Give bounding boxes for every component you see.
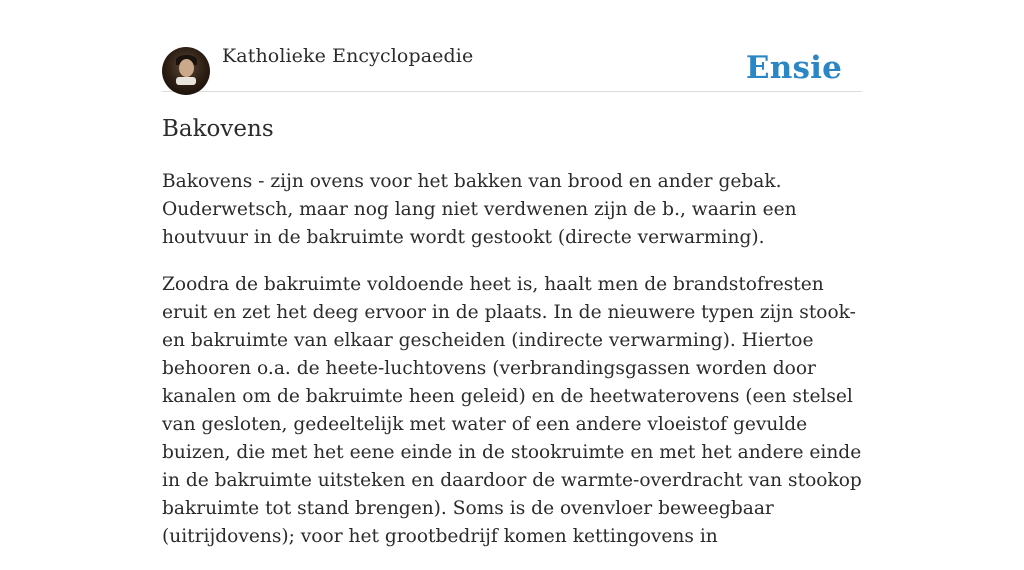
portrait-collar [176, 77, 196, 85]
paragraph: Zoodra de bakruimte voldoende heet is, haalt men de brandstofresten eruit en zet het deeg ervoor in de plaats. In de nieuwere typen zijn stook- en bakruimte van elkaar gescheiden (indirecte verwarming). Hiertoe behooren o.a. de heete-luchtovens (verbrandingsgassen worden door kanalen om de bakruimte heen geleid) en de heetwaterovens (een stelsel van gesloten, gedeeltelijk met water of een andere vloeistof gevulde buizen, die met het eene einde in de stookruimte en met het andere einde in de bakruimte uitsteken en daardoor de warmte-overdracht van stookop bakruimte tot stand brengen). Soms is de ovenvloer beweegbaar (uitrijdovens); voor het grootbedrijf komen kettingovens in [162, 274, 862, 547]
article-title: Bakovens [162, 116, 274, 142]
source-title[interactable]: Katholieke Encyclopaedie [222, 45, 474, 67]
brand-logo[interactable]: Ensie [745, 50, 842, 86]
paragraph: Bakovens - zijn ovens voor het bakken van brood en ander gebak. Ouderwetsch, maar nog lang niet verdwenen zijn de b., waarin een houtvuur in de bakruimte wordt gestookt (directe verwarming). [162, 171, 797, 248]
avatar[interactable] [162, 47, 210, 95]
article-body [162, 168, 862, 570]
header [162, 0, 862, 92]
portrait-face [179, 59, 194, 77]
page [162, 0, 862, 547]
